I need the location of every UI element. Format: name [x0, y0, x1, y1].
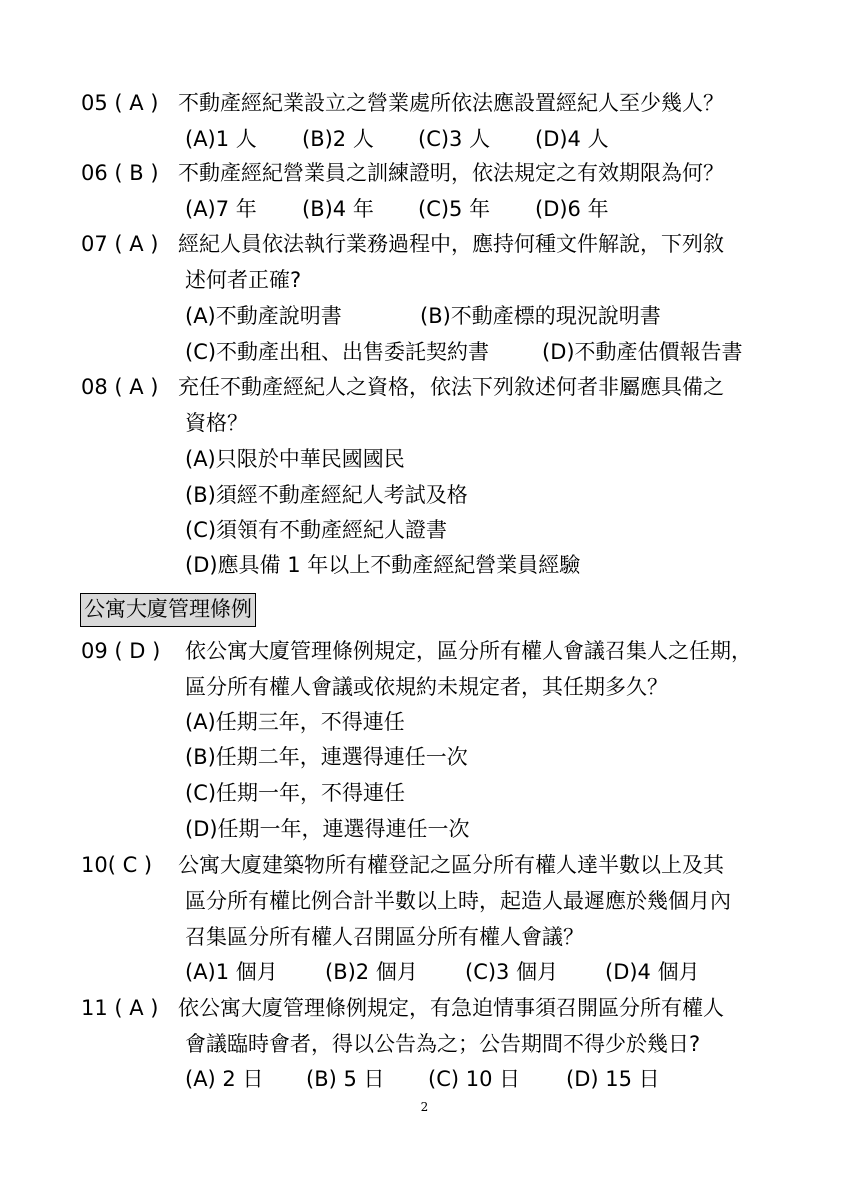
option-b: (B)須經不動產經紀人考試及格	[185, 483, 468, 507]
option-a: (A)1 個月	[185, 960, 278, 984]
question-number: 07 ( A )	[81, 232, 159, 256]
question-stem: 會議臨時會者，得以公告為之；公告期間不得少於幾日?	[185, 1032, 701, 1056]
option-c: (C)5 年	[418, 197, 491, 221]
option-d: (D)6 年	[535, 197, 609, 221]
page-number: 2	[420, 1100, 429, 1114]
option-c: (C)不動產出租、出售委託契約書	[185, 340, 490, 364]
question-number: 06 ( B )	[81, 161, 159, 185]
option-c: (C)3 個月	[465, 960, 559, 984]
question-number: 10( C )	[81, 853, 153, 877]
option-d: (D)任期一年，連選得連任一次	[185, 817, 470, 841]
question-number: 09 ( D )	[81, 639, 161, 663]
option-a: (A)7 年	[185, 197, 257, 221]
option-b: (B)任期二年，連選得連任一次	[185, 745, 468, 769]
option-a: (A) 2 日	[185, 1067, 264, 1091]
question-stem: 經紀人員依法執行業務過程中，應持何種文件解說，下列敘	[178, 232, 724, 256]
option-b: (B)2 人	[302, 127, 374, 151]
option-a: (A)不動產說明書	[185, 304, 342, 328]
option-a: (A)只限於中華民國國民	[185, 447, 405, 471]
question-stem: 不動產經紀業設立之營業處所依法應設置經紀人至少幾人？	[178, 91, 724, 115]
section-title: 公寓大廈管理條例	[80, 593, 256, 627]
option-d: (D) 15 日	[566, 1067, 660, 1091]
option-c: (C) 10 日	[428, 1067, 521, 1091]
option-b: (B)2 個月	[325, 960, 418, 984]
question-stem: 公寓大廈建築物所有權登記之區分所有權人達半數以上及其	[178, 853, 724, 877]
option-a: (A)1 人	[185, 127, 257, 151]
option-b: (B)4 年	[302, 197, 374, 221]
question-stem: 依公寓大廈管理條例規定，有急迫情事須召開區分所有權人	[178, 996, 724, 1020]
option-c: (C)任期一年，不得連任	[185, 781, 406, 805]
question-stem: 不動產經紀營業員之訓練證明，依法規定之有效期限為何？	[178, 161, 724, 185]
option-a: (A)任期三年，不得連任	[185, 710, 405, 734]
option-c: (C)3 人	[418, 127, 491, 151]
question-stem: 召集區分所有權人召開區分所有權人會議？	[185, 925, 584, 949]
question-number: 05 ( A )	[81, 91, 159, 115]
option-d: (D)不動產估價報告書	[542, 340, 743, 364]
question-number: 08 ( A )	[81, 375, 159, 399]
option-d: (D)應具備 1 年以上不動產經紀營業員經驗	[185, 553, 581, 577]
option-c: (C)須領有不動產經紀人證書	[185, 518, 448, 542]
question-stem: 依公寓大廈管理條例規定，區分所有權人會議召集人之任期，	[185, 639, 752, 663]
option-d: (D)4 人	[535, 127, 609, 151]
question-stem: 區分所有權比例合計半數以上時，起造人最遲應於幾個月內	[185, 889, 731, 913]
option-b: (B)不動產標的現況說明書	[420, 304, 661, 328]
option-d: (D)4 個月	[605, 960, 700, 984]
question-stem: 資格？	[185, 411, 248, 435]
option-b: (B) 5 日	[306, 1067, 385, 1091]
question-stem: 區分所有權人會議或依規約未規定者，其任期多久？	[185, 675, 668, 699]
question-stem: 述何者正確?	[185, 268, 302, 292]
question-number: 11 ( A )	[81, 996, 159, 1020]
question-stem: 充任不動產經紀人之資格，依法下列敘述何者非屬應具備之	[178, 375, 724, 399]
